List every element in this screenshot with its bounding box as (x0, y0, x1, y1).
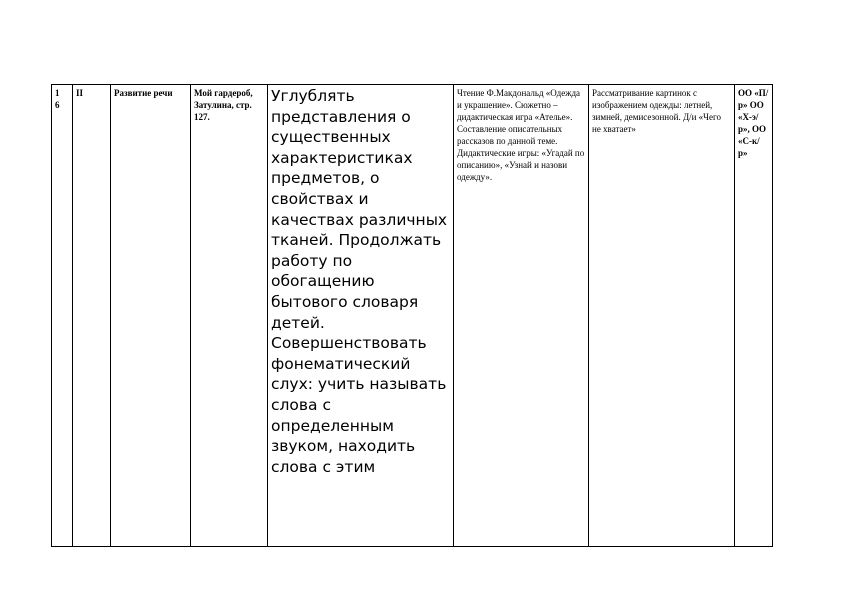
goals-cell (268, 85, 454, 547)
educational-area: Развитие речи (114, 88, 173, 98)
row-number-cell (52, 85, 73, 547)
table-row (52, 85, 773, 547)
independent-activity-text: Рассматривание картинок с изображением одежды: летней, зимней, демисезонной. Д/и «Чего не хватает» (592, 88, 721, 134)
lesson-topic: Мой гардероб, Затулина, стр. 127. (194, 88, 253, 122)
joint-activity-text: Чтение Ф.Макдональд «Одежда и украшение». Сюжетно – дидактическая игра «Ателье». Составление описательных рассказов по данной теме. Дидактические игры: «Угадай по описанию», «Узнай и назови одежду». (457, 88, 585, 182)
lesson-goals: Углублять представления о существенных характеристиках предметов, о свойствах и качествах различных тканей. Продолжать работу по обогащению бытового словаря детей. Совершенствовать фонематический слух: учить называть слова с определенным звуком, находить слова с этим (271, 87, 448, 476)
week-cell (73, 85, 111, 547)
integration-cell (735, 85, 773, 547)
lesson-plan-table (51, 84, 773, 547)
row-number: 1 6 (55, 88, 60, 110)
joint-activity-cell (454, 85, 589, 547)
topic-cell (191, 85, 268, 547)
week-number: II (76, 88, 84, 98)
integration-areas: ОО «П/р» ОО «Х-э/р», ОО «С-к/р» (738, 88, 769, 158)
independent-activity-cell (589, 85, 735, 547)
area-cell (111, 85, 191, 547)
